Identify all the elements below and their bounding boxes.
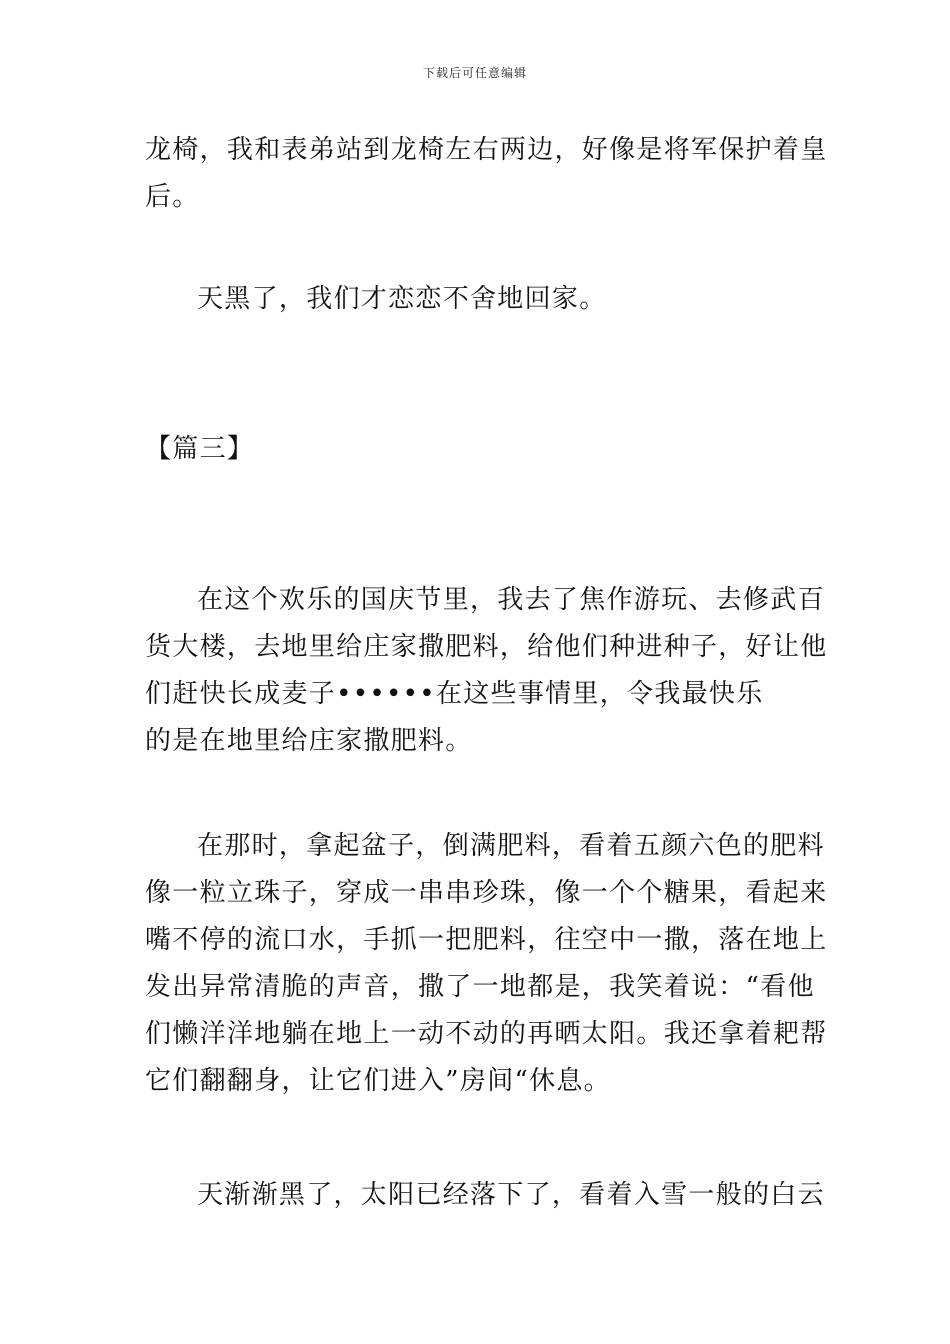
paragraph-2 (145, 276, 810, 323)
paragraph-line: 龙椅，我和表弟站到龙椅左右两边，好像是将军保护着皇 (145, 135, 828, 165)
paragraph-4 (145, 823, 828, 1105)
paragraph-line: 嘴不停的流口水，手抓一把肥料，往空中一撒，落在地上 (145, 925, 828, 955)
paragraph-5 (145, 1172, 825, 1219)
paragraph-line: 的是在地里给庄家撒肥料。 (145, 726, 473, 756)
paragraph-1 (145, 127, 828, 221)
paragraph-line: 们赶快长成麦子••••••在这些事情里，令我最快乐 (145, 679, 764, 709)
paragraph-line: 它们翻翻身，让它们进入”房间“休息。 (145, 1066, 611, 1096)
paragraph-line: 后。 (145, 182, 200, 212)
paragraph-line: 们懒洋洋地躺在地上一动不动的再晒太阳。我还拿着耙帮 (145, 1019, 828, 1049)
paragraph-line: 像一粒立珠子，穿成一串串珍珠，像一个个糖果，看起来 (145, 878, 828, 908)
section-title: 【篇三】 (145, 434, 255, 464)
paragraph-line: 货大楼，去地里给庄家撒肥料，给他们种进种子，好让他 (145, 632, 828, 662)
paragraph-line: 天黑了，我们才恋恋不舍地回家。 (197, 284, 607, 314)
paragraph-line: 在那时，拿起盆子，倒满肥料，看着五颜六色的肥料 (197, 831, 825, 861)
paragraph-line: 天渐渐黑了，太阳已经落下了，看着入雪一般的白云 (197, 1180, 825, 1210)
paragraph-line: 在这个欢乐的国庆节里，我去了焦作游玩、去修武百 (197, 585, 825, 615)
page-header: 下载后可任意编辑 (422, 66, 527, 80)
paragraph-line: 发出异常清脆的声音，撒了一地都是，我笑着说：“看他 (145, 972, 815, 1002)
paragraph-3 (145, 577, 828, 765)
